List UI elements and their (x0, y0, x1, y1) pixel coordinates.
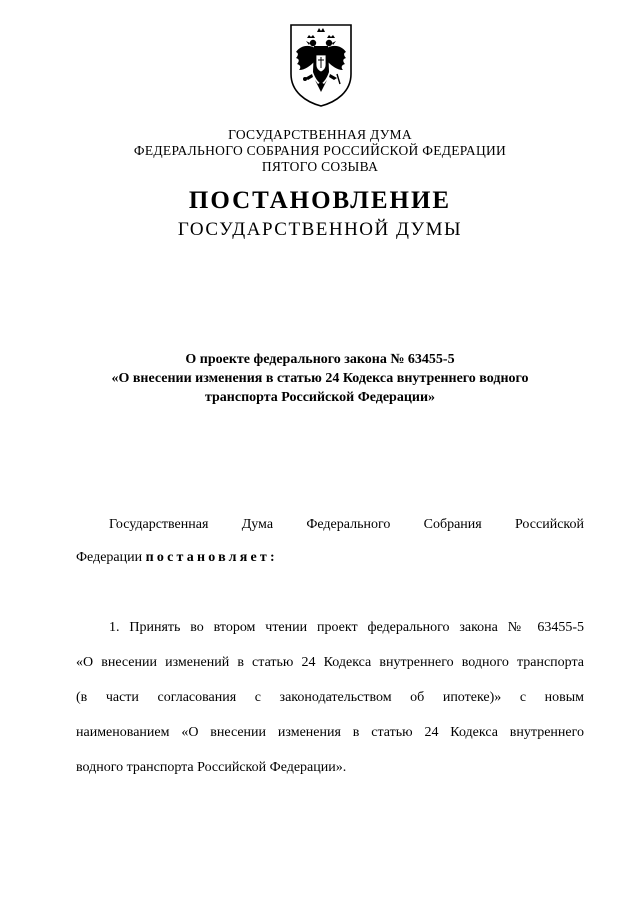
preamble-line-1: Государственная Дума Федерального Собрания Российской (109, 517, 584, 532)
header-line-1: ГОСУДАРСТВЕННАЯ ДУМА (228, 127, 412, 142)
clause-1-line-1: 1. Принять во втором чтении проект федерального закона № 63455-5 (109, 620, 584, 635)
clause-1-line-3: (в части согласования с законодательством об ипотеке)» с новым (76, 690, 584, 705)
preamble-paragraph (76, 508, 584, 574)
title-line-2: «О внесении изменения в статью 24 Кодекса внутреннего водного (111, 371, 529, 386)
header-line-2: ФЕДЕРАЛЬНОГО СОБРАНИЯ РОССИЙСКОЙ ФЕДЕРАЦИИ (133, 143, 507, 158)
double-headed-eagle-icon (288, 22, 354, 108)
title-line-3: транспорта Российской Федерации» (204, 390, 436, 405)
clause-1-paragraph (76, 610, 584, 785)
title-line-1: О проекте федерального закона № 63455-5 (185, 352, 455, 367)
header-line-3: ПЯТОГО СОЗЫВА (261, 159, 379, 174)
document-type: ПОСТАНОВЛЕНИЕ (188, 187, 452, 214)
preamble-subject-end: Федерации (76, 550, 143, 565)
clause-1-line-5: водного транспорта Российской Федерации». (76, 760, 347, 775)
issuer-header (0, 127, 640, 175)
preamble-line-2 (76, 541, 584, 574)
document-subtype: ГОСУДАРСТВЕННОЙ ДУМЫ (177, 219, 463, 240)
resolution-verb: постановляет: (145, 550, 278, 565)
coat-of-arms-emblem (288, 22, 354, 108)
clause-1-line-2: «О внесении изменений в статью 24 Кодекса внутреннего водного транспорта (76, 655, 584, 670)
document-title (90, 350, 550, 407)
clause-1-line-4: наименованием «О внесении изменения в статью 24 Кодекса внутреннего (76, 725, 584, 740)
